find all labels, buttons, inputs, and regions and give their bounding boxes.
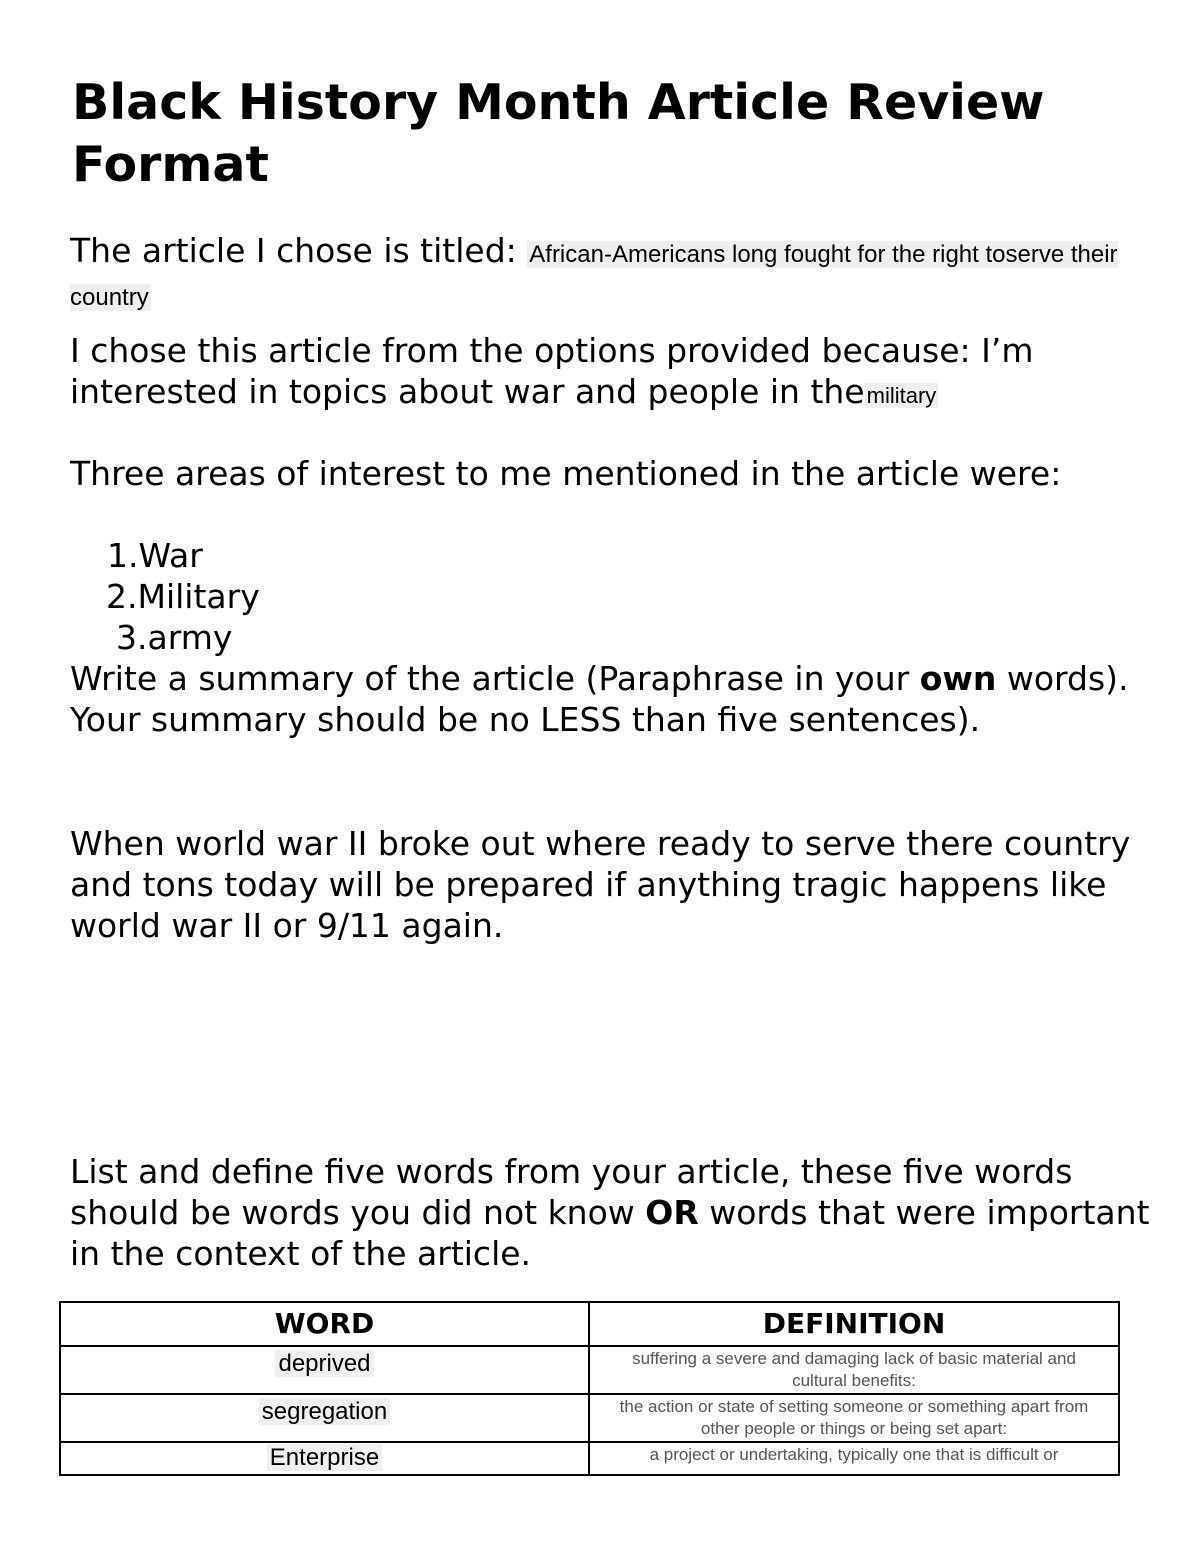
- definition-column-header: DEFINITION: [589, 1302, 1119, 1346]
- word-text: deprived: [275, 1350, 373, 1377]
- definition-cell[interactable]: [589, 1442, 1119, 1475]
- word-column-header: WORD: [60, 1302, 589, 1346]
- reason-answer[interactable]: military: [866, 383, 937, 408]
- interest-item-3: [116, 617, 232, 658]
- interest-text[interactable]: army: [147, 618, 233, 657]
- interest-text[interactable]: War: [138, 536, 203, 575]
- list-number: 2.: [106, 577, 138, 616]
- vocab-prompt: [70, 1151, 1150, 1274]
- interest-text[interactable]: Military: [137, 577, 260, 616]
- vocab-prompt-emphasis: OR: [645, 1193, 699, 1232]
- table-row: [60, 1346, 1119, 1394]
- definition-cell[interactable]: the action or state of setting someone or something apart from other people or things or being set apart:: [589, 1394, 1119, 1442]
- definition-text: a project or undertaking, typically one that is difficult or: [649, 1445, 1059, 1464]
- word-cell[interactable]: [60, 1346, 589, 1394]
- article-title-paragraph: [70, 230, 1150, 316]
- summary-prompt-emphasis: own: [919, 659, 997, 698]
- list-number: 1.: [107, 536, 139, 575]
- vocab-prompt-text-continued: words that were important in the context of the article.: [70, 1193, 1150, 1273]
- summary-prompt-text-continued: words). Your summary should be no LESS than five sentences).: [70, 659, 1129, 739]
- interests-prompt: Three areas of interest to me mentioned in the article were:: [70, 454, 1062, 493]
- table-header-row: [60, 1302, 1119, 1346]
- table-row: [60, 1442, 1119, 1475]
- reason-prompt: I chose this article from the options provided because: I’m interested in topics about war and people in the: [70, 331, 1034, 411]
- word-cell[interactable]: [60, 1394, 589, 1442]
- article-title-answer[interactable]: African-Americans long fought for the right toserve their country: [70, 241, 1118, 311]
- interest-item-1: [107, 535, 203, 576]
- document-title: Black History Month Article Review Format: [72, 74, 1045, 193]
- definition-cell[interactable]: suffering a severe and damaging lack of basic material and cultural benefits:: [589, 1346, 1119, 1394]
- list-number: 3.: [116, 618, 148, 657]
- interest-item-2: [106, 576, 260, 617]
- summary-prompt-text: Write a summary of the article (Paraphrase in your: [70, 659, 910, 698]
- reason-paragraph: [70, 330, 1150, 414]
- table-row: [60, 1394, 1119, 1442]
- word-text: Enterprise: [267, 1444, 382, 1471]
- vocab-prompt-text: List and define five words from your article, these five words should be words you did not know: [70, 1152, 1073, 1232]
- word-cell[interactable]: [60, 1442, 589, 1475]
- summary-prompt: [70, 658, 1150, 740]
- word-text: segregation: [259, 1398, 390, 1425]
- vocabulary-table: [59, 1301, 1120, 1476]
- article-title-prompt: The article I chose is titled:: [70, 231, 517, 270]
- summary-answer[interactable]: When world war II broke out where ready to serve there country and tons today will be prepared if anything tragic happens like world war II or 9/11 again.: [70, 824, 1131, 945]
